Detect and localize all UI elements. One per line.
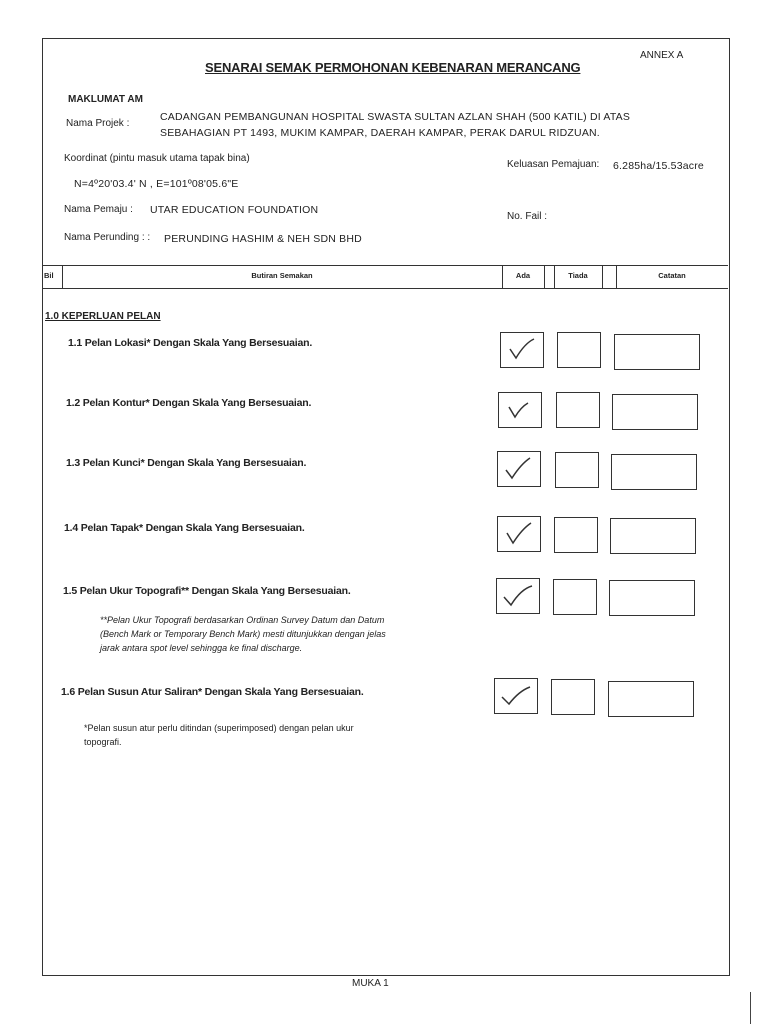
no-fail-label: No. Fail : [507,211,548,222]
section-heading: 1.0 KEPERLUAN PELAN [45,311,161,322]
ada-checkbox-1-6[interactable] [494,678,538,714]
koordinat-value: N=4º20'03.4' N , E=101º08'05.6"E [74,178,239,190]
item-1-2: 1.2 Pelan Kontur* Dengan Skala Yang Bersesuaian. [66,397,312,409]
ada-checkbox-1-4[interactable] [497,516,541,552]
check-icon [498,452,540,486]
catatan-field-1-4[interactable] [610,518,696,554]
projek-value-line2: SEBAHAGIAN PT 1493, MUKIM KAMPAR, DAERAH KAMPAR, PERAK DARUL RIDZUAN. [160,127,600,139]
tiada-checkbox-1-4[interactable] [554,517,598,553]
tiada-checkbox-1-5[interactable] [553,579,597,615]
check-icon [497,579,539,613]
item-1-4: 1.4 Pelan Tapak* Dengan Skala Yang Bersesuaian. [64,522,305,534]
projek-value-line1: CADANGAN PEMBANGUNAN HOSPITAL SWASTA SULTAN AZLAN SHAH (500 KATIL) DI ATAS [160,111,631,123]
pemaju-value: UTAR EDUCATION FOUNDATION [150,204,319,216]
ada-checkbox-1-1[interactable] [500,332,544,368]
item-1-3: 1.3 Pelan Kunci* Dengan Skala Yang Bersesuaian. [66,457,307,469]
header-ada: Ada [515,271,531,280]
header-bil: Bil [44,271,54,280]
note-1-6: *Pelan susun atur perlu ditindan (superimposed) dengan pelan ukur topografi. [84,723,354,747]
keluasan-label: Keluasan Pemajuan: [507,159,600,170]
tiada-checkbox-1-6[interactable] [551,679,595,715]
annex-label: ANNEX A [640,50,684,61]
page-number: MUKA 1 [352,978,389,989]
ada-checkbox-1-5[interactable] [496,578,540,614]
check-icon [498,517,540,551]
catatan-field-1-3[interactable] [611,454,697,490]
catatan-field-1-2[interactable] [612,394,698,430]
form-title: SENARAI SEMAK PERMOHONAN KEBENARAN MERANCANG [205,60,581,75]
pemaju-label: Nama Pemaju : [64,204,133,215]
ada-checkbox-1-3[interactable] [497,451,541,487]
check-icon [499,393,541,427]
koordinat-label: Koordinat (pintu masuk utama tapak bina) [64,153,250,164]
catatan-field-1-6[interactable] [608,681,694,717]
item-1-5: 1.5 Pelan Ukur Topografi** Dengan Skala Yang Bersesuaian. [63,585,351,597]
check-icon [495,679,537,713]
page-edge-line [750,992,751,1024]
catatan-field-1-5[interactable] [609,580,695,616]
table-header [42,265,728,289]
maklumat-heading: MAKLUMAT AM [68,94,143,105]
item-1-1: 1.1 Pelan Lokasi* Dengan Skala Yang Bersesuaian. [68,337,313,349]
header-butiran: Butiran Semakan [251,271,313,280]
keluasan-value: 6.285ha/15.53acre [613,160,704,172]
item-1-6: 1.6 Pelan Susun Atur Saliran* Dengan Skala Yang Bersesuaian. [61,686,364,698]
header-catatan: Catatan [658,271,686,280]
catatan-field-1-1[interactable] [614,334,700,370]
perunding-value: PERUNDING HASHIM & NEH SDN BHD [164,233,362,245]
header-tiada: Tiada [568,271,588,280]
tiada-checkbox-1-1[interactable] [557,332,601,368]
perunding-label: Nama Perunding : : [64,232,151,243]
tiada-checkbox-1-3[interactable] [555,452,599,488]
note-1-5: **Pelan Ukur Topografi berdasarkan Ordinan Survey Datum dan Datum (Bench Mark or Temporary Bench Mark) mesti ditunjukkan dengan jelas jarak antara spot level sehingga ke final discharge. [100,615,386,653]
tiada-checkbox-1-2[interactable] [556,392,600,428]
projek-label: Nama Projek : [66,118,130,129]
check-icon [501,333,543,367]
ada-checkbox-1-2[interactable] [498,392,542,428]
